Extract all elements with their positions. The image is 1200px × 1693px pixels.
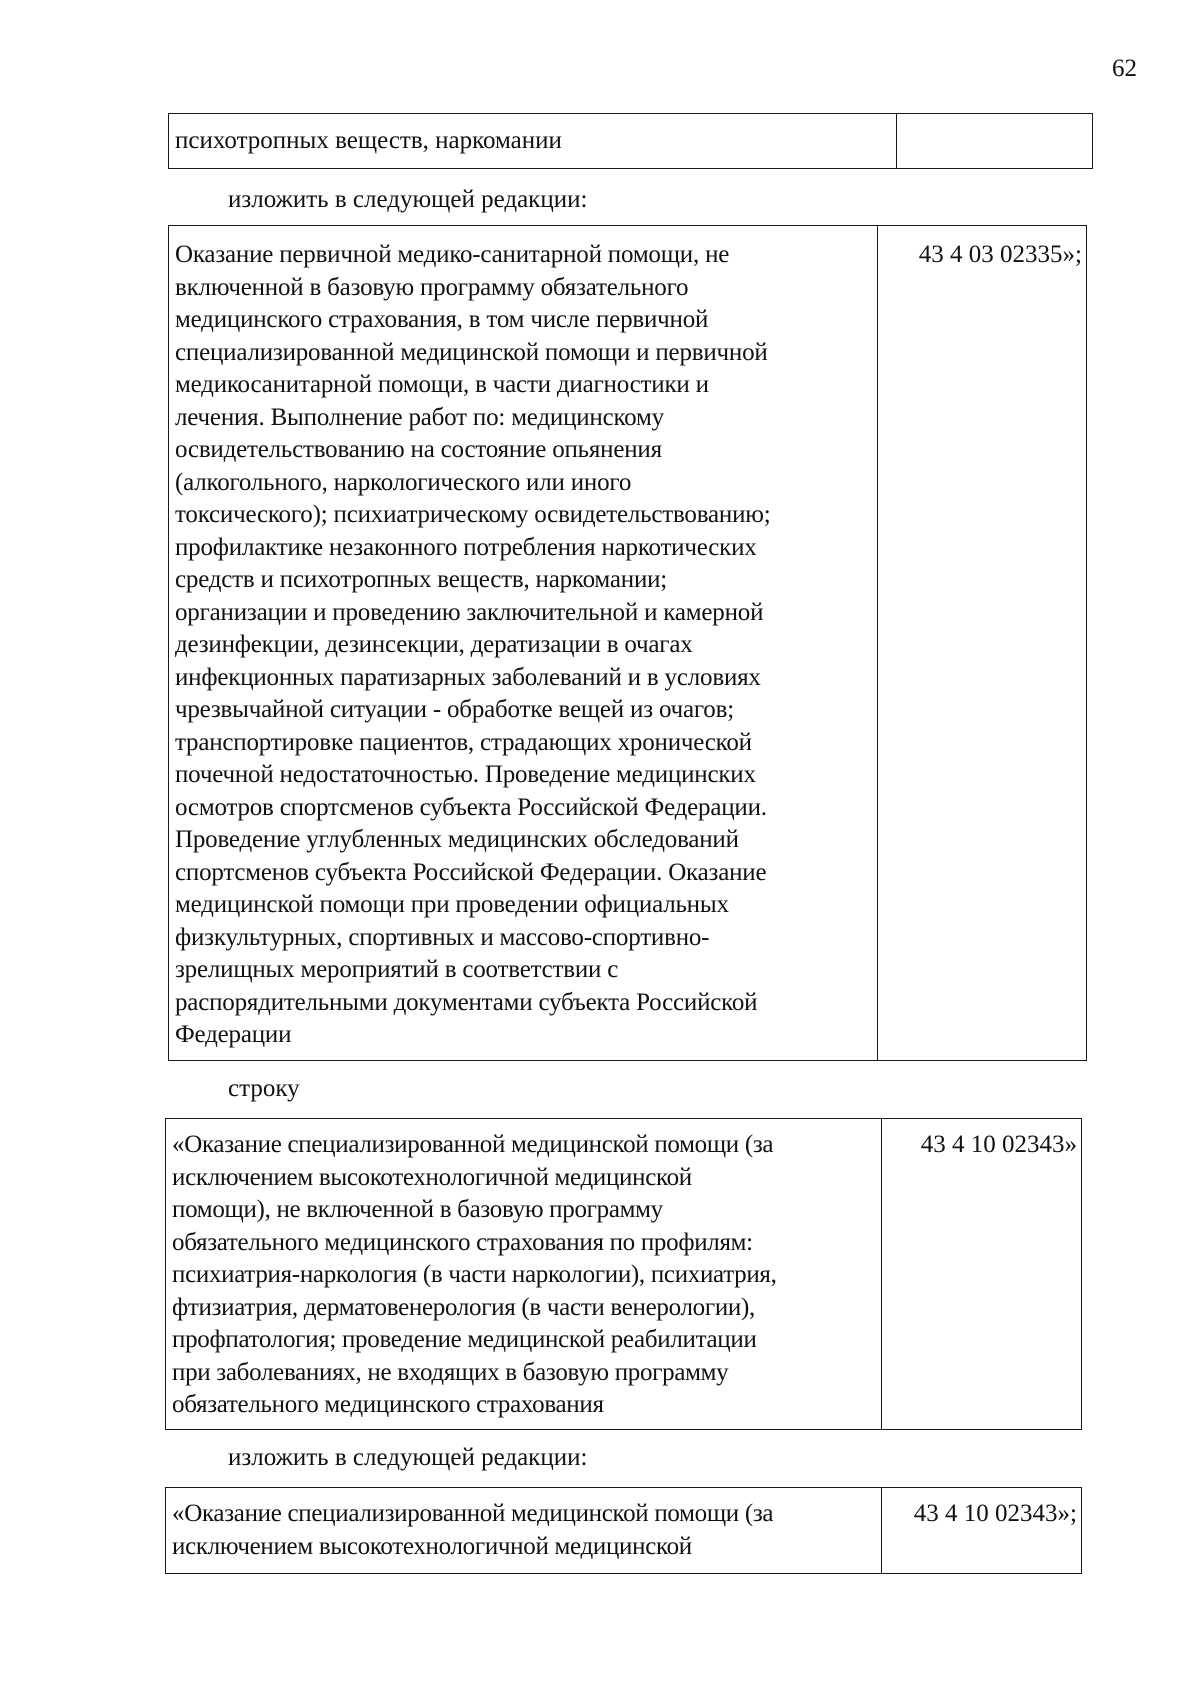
table-fragment-4 xyxy=(165,1487,1082,1574)
table-cell-description: «Оказание специализированной медицинской помощи (за исключением высокотехнологичной медицинской помощи), не включенной в базовую программу обязательного медицинского страхования по профилям: психиатрия-наркология (в части наркологии), психиатрия, фтизиатрия, дерматовенерология (в части венерологии), профпатология; проведение медицинской реабилитации при заболеваниях, не входящих в базовую программу обязательного медицинского страхования xyxy=(166,1119,882,1429)
table-cell-description: психотропных веществ, наркомании xyxy=(169,114,897,168)
table-cell-description: «Оказание специализированной медицинской помощи (за исключением высокотехнологичной медицинской xyxy=(166,1488,882,1573)
table-cell-description: Оказание первичной медико-санитарной помощи, не включенной в базовую программу обязательного медицинского страхования, в том числе первичной специализированной медицинской помощи и первичной медикосанитарной помощи, в части диагностики и лечения. Выполнение работ по: медицинскому освидетельствованию на состояние опьянения (алкогольного, наркологического или иного токсического); психиатрическому освидетельствованию; профилактике незаконного потребления наркотических средств и психотропных веществ, наркомании; организации и проведению заключительной и камерной дезинфекции, дезинсекции, дератизации в очагах инфекционных паратизарных заболеваний и в условиях чрезвычайной ситуации - обработке вещей из очагов; транспортировке пациентов, страдающих хронической почечной недостаточностью. Проведение медицинских осмотров спортсменов субъекта Российской Федерации. Проведение углубленных медицинских обследований спортсменов субъекта Российской Федерации. Оказание медицинской помощи при проведении официальных физкультурных, спортивных и массово-спортивно- зрелищных мероприятий в соответствии с распорядительными документами субъекта Российской Федерации xyxy=(169,226,878,1060)
table-fragment-3 xyxy=(165,1118,1082,1430)
table-cell-code xyxy=(897,114,1092,168)
paragraph-instruction-1: изложить в следующей редакции: xyxy=(228,186,588,213)
table-fragment-1 xyxy=(168,113,1093,169)
paragraph-instruction-2: строку xyxy=(228,1075,300,1102)
table-cell-code: 43 4 10 02343»; xyxy=(913,1500,1077,1527)
paragraph-instruction-3: изложить в следующей редакции: xyxy=(228,1444,588,1471)
table-cell-code: 43 4 03 02335»; xyxy=(918,241,1082,268)
table-cell-code: 43 4 10 02343» xyxy=(920,1131,1077,1158)
page-number: 62 xyxy=(1112,55,1137,82)
table-fragment-2 xyxy=(168,225,1087,1061)
